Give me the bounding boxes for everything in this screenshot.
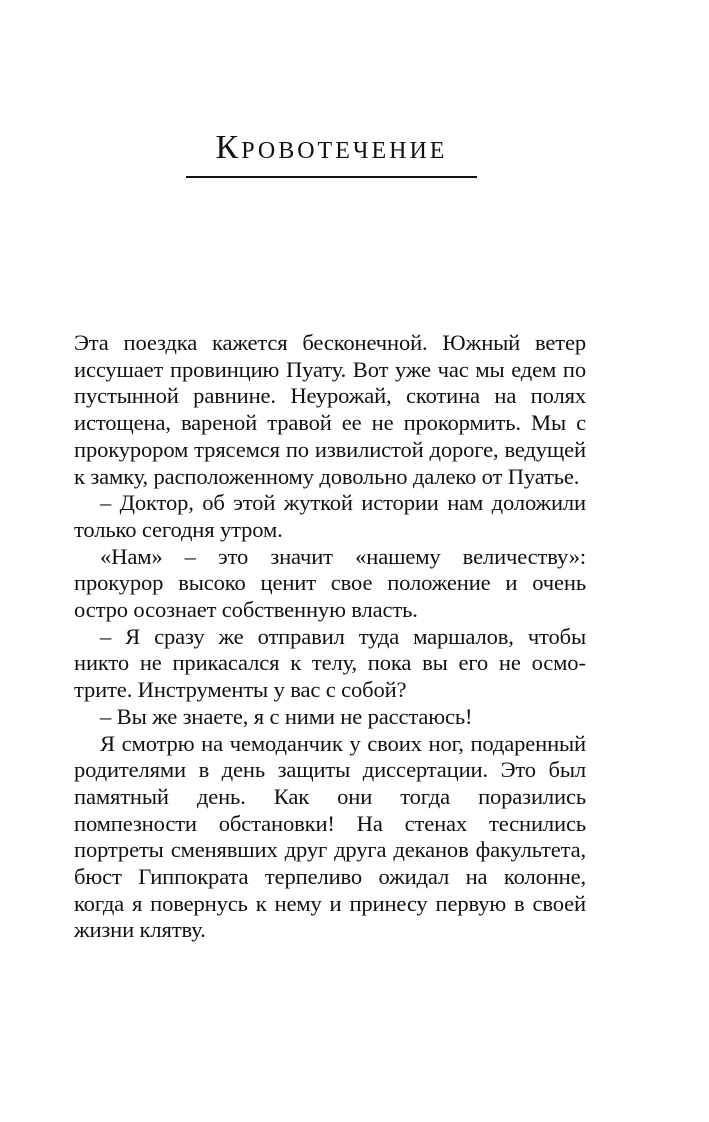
paragraph-5: – Вы же знаете, я с ними не расстаюсь! bbox=[100, 703, 473, 729]
paragraph-3: «Нам» – это значит «нашему величеству»: прокурор высоко ценит свое положение и очень остро осознает собственную власть. bbox=[74, 543, 586, 623]
chapter-body bbox=[74, 330, 586, 944]
paragraph-2: – Доктор, об этой жуткой истории нам доложили только сегодня утром. bbox=[74, 490, 586, 542]
chapter-title: Кровотечение bbox=[215, 129, 448, 166]
paragraph-4: – Я сразу же отправил туда маршалов, чтобы никто не прикасался к телу, пока вы его не осмотрите. Инструменты у вас с собой? bbox=[74, 623, 586, 703]
paragraph-6: Я смотрю на чемоданчик у своих ног, подаренный родителями в день защиты диссертации. Это был памятный день. Как они тогда поразились помпезности обстановки! На стенах теснились портреты сменявших друг друга деканов факультета, бюст Гиппократа терпеливо ожидал на колонне, когда я повернусь к нему и принесу первую в своей жизни клятву. bbox=[74, 730, 586, 943]
title-underline bbox=[186, 176, 477, 178]
paragraph-1: Эта поездка кажется бесконечной. Южный ветер иссушает провинцию Пуату. Вот уже час мы едем по пустынной равнине. Неурожай, скотина на полях истощена, вареной травой ее не прокормить. Мы с прокурором трясемся по извилистой дороге, ведущей к замку, расположенному довольно далеко от Пуатье. bbox=[74, 330, 586, 489]
